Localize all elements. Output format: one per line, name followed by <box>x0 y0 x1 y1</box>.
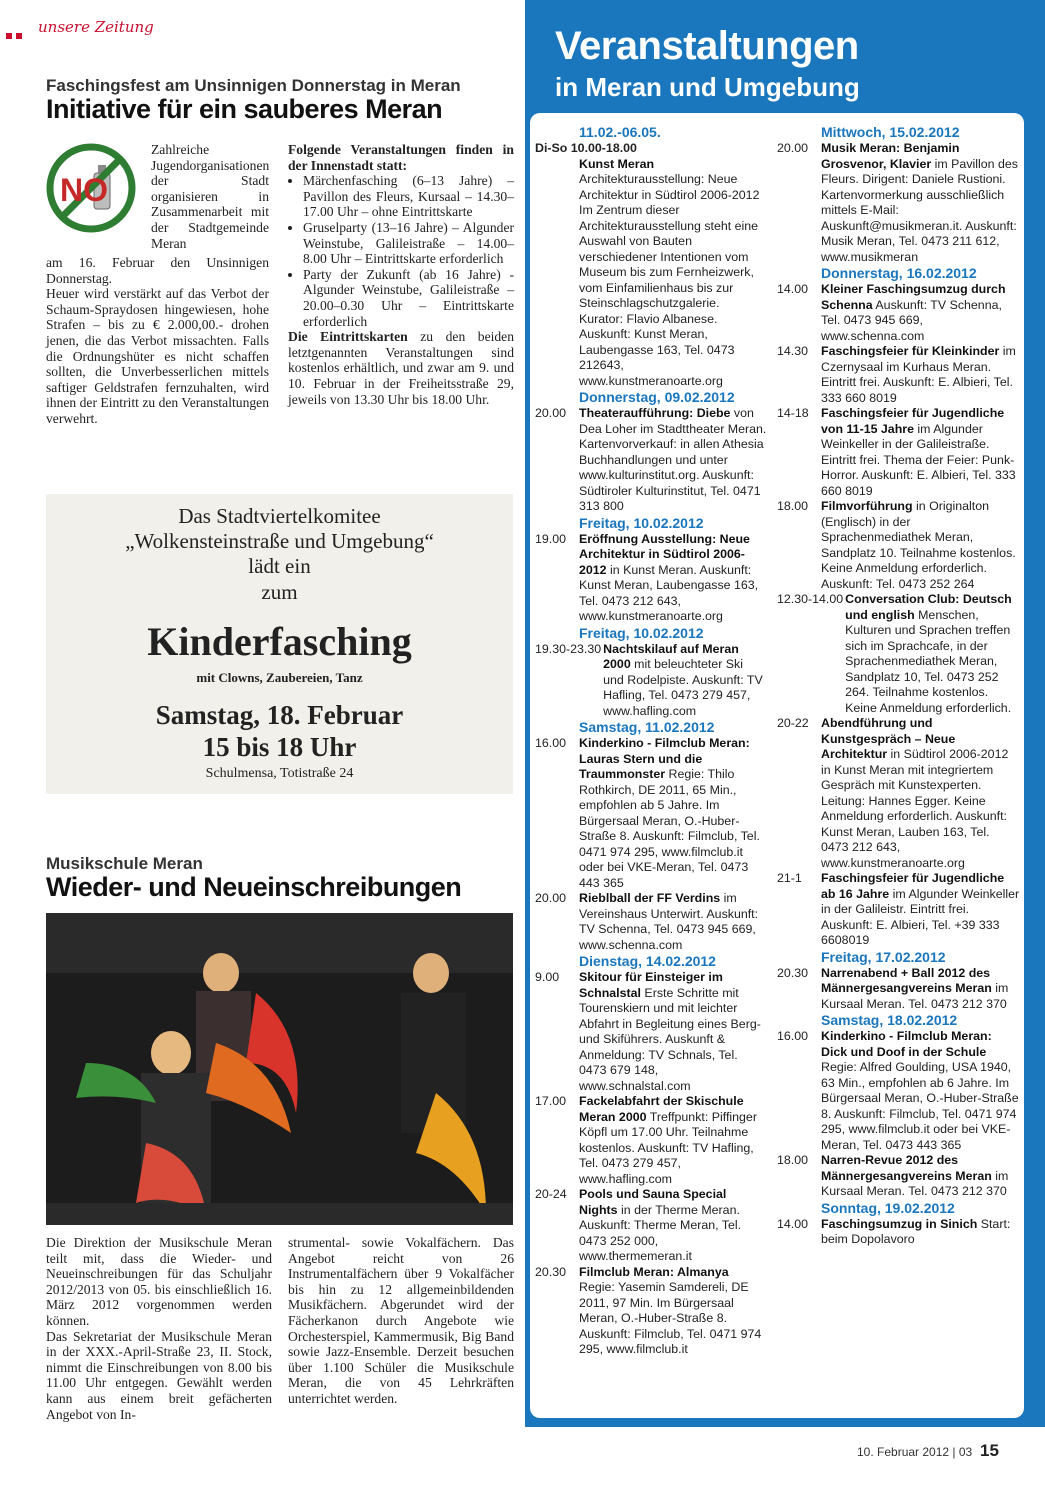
event-text: im Algunder Weinkeller in der Galileistraße. Eintritt frei. Thema der Feier: Punk-Horror. Auskunft: E. Albieri, Tel. 333 660 8019 <box>821 421 1016 498</box>
ad-time: 15 bis 18 Uhr <box>202 732 357 762</box>
event-time: 19.00 <box>535 531 567 546</box>
article1-kicker: Faschingsfest am Unsinnigen Donnerstag in Meran <box>46 76 461 95</box>
event-item <box>535 1187 767 1265</box>
event-title: Faschingsumzug in Sinich <box>821 1216 978 1231</box>
events-subtitle: in Meran und Umgebung <box>555 72 860 102</box>
event-description <box>579 157 767 390</box>
event-item <box>777 871 1020 949</box>
event-description <box>821 406 1020 499</box>
event-description <box>821 344 1020 406</box>
event-text: Menschen, Kulturen und Sprachen treffen sich im Sprachcafe, in der Sprachenmediathek Meran, Sandplatz 10, Tel. 0473 252 264. Teilnahme kostenlos. Keine Anmeldung erforderlich. <box>845 607 1012 715</box>
event-title: Faschingsfeier für Jugendliche ab 16 Jahre <box>821 871 1005 901</box>
event-text: Regie: Thilo Rothkirch, DE 2011, 65 Min., empfohlen ab 5 Jahre. Im Bürgersaal Meran, O.-Huber-Straße 8. Auskunft: Filmclub, Tel. 0471 974 295, www.filmclub.it oder bei VKE-Meran, Tel. 0473 443 365 <box>579 767 760 890</box>
event-description <box>821 499 1020 592</box>
event-time <box>535 157 579 390</box>
event-description <box>821 871 1020 949</box>
event-description <box>579 970 767 1094</box>
event-item <box>777 1153 1020 1200</box>
event-title: Filmvorführung <box>821 499 913 513</box>
event-title: Pools und Sauna Special Nights <box>579 1187 727 1217</box>
brand-logo: unsere Zeitung <box>38 18 154 36</box>
event-description <box>821 716 1020 871</box>
event-text: Regie: Yasemin Samdereli, DE 2011, 97 Min. Im Bürgersaal Meran, O.-Huber-Straße 8. Auskunft: Filmclub, Tel. 0471 974 295, www.filmclub.it <box>579 1280 762 1356</box>
event-text: im Vereinshaus Unterwirt. Auskunft: TV Schenna, Tel. 0473 945 669, www.schenna.com <box>579 891 759 952</box>
event-date-heading: Mittwoch, 15.02.2012 <box>821 124 960 140</box>
article2-col2: strumental- sowie Vokalfächern. Das Angebot reicht von 26 Instrumentalfächern über 9 Vokalfächer bis hin zu 12 allgemeinbildenden Musikfächern. Abgerundet wird der Fächerkanon durch Angebote wie Orchesterspiel, Kammermusik, Big Band sowie Jazz-Ensemble. Derzeit besuchen über 1.100 Schüler die Musikschule Meran, die von 45 Lehrkräften unterrichtet werden. <box>288 1235 514 1406</box>
event-date-heading: Freitag, 10.02.2012 <box>579 514 704 531</box>
events-left-column <box>535 124 767 1358</box>
event-item <box>777 282 1020 344</box>
article2-col1-para1: Die Direktion der Musikschule Meran teilt mit, dass die Wieder- und Neueinschreibungen für das Schuljahr 2012/2013 von 05. bis einschließlich 16. März 2012 vorgenommen werden können. <box>46 1235 272 1328</box>
ad-location: Schulmensa, Totistraße 24 <box>205 766 354 781</box>
event-title: Kleiner Faschingsumzug durch Schenna <box>821 282 1006 312</box>
event-description <box>821 966 1020 1013</box>
no-sign-text: NO <box>60 172 108 208</box>
event-date-heading: Samstag, 18.02.2012 <box>821 1012 958 1028</box>
event-text: Treffpunkt: Piffinger Köpfl um 17.00 Uhr. Teilnahme kostenlos. Auskunft: TV Hafling, Tel. 0473 279 457, www.hafling.com <box>579 1109 757 1186</box>
event-text: im Kursaal Meran. Tel. 0473 212 370 <box>821 1168 1009 1198</box>
event-time: 16.00 <box>777 1029 809 1043</box>
event-date-heading: Samstag, 11.02.2012 <box>579 719 715 735</box>
event-time: 21-1 <box>777 871 802 885</box>
event-time: 14.30 <box>777 344 809 358</box>
music-school-photo <box>46 913 513 1225</box>
event-title: Kunst Meran <box>579 156 655 171</box>
event-description <box>579 532 767 625</box>
article1-col1-lead: Zahlreiche Jugendorganisationen der Stadt organisieren in Zusammenarbeit mit der Stadtgemeinde Meran <box>151 142 270 251</box>
event-bullet-list <box>288 173 514 329</box>
event-title: Nachtskilauf auf Meran 2000 <box>603 641 739 671</box>
bullet-item: • Party der Zukunft (ab 16 Jahre) - Algunder Weinstube, Galileistraße – 20.00–0.30 Uhr – Eintrittskarte erforderlich <box>303 267 514 329</box>
event-time: 20.00 <box>535 406 567 420</box>
brand-marks <box>6 26 30 32</box>
event-title: Skitour für Einsteiger im Schnalstal <box>579 970 723 1000</box>
event-item <box>777 592 1020 716</box>
event-time: 18.00 <box>777 1153 809 1167</box>
event-item <box>535 642 767 720</box>
event-item <box>777 966 1020 1013</box>
event-time: 14.00 <box>777 1216 809 1231</box>
event-description <box>579 406 767 515</box>
bullet-item: • Gruselparty (13–16 Jahre) – Algunder Weinstube, Galileistraße – 14.00– 8.00 Uhr – Eintrittskarte erforderlich <box>303 220 514 267</box>
event-description <box>821 1217 1020 1248</box>
event-title: Eröffnung Ausstellung: Neue Architektur in Südtirol 2006-2012 <box>579 531 750 577</box>
event-description <box>579 1265 767 1358</box>
event-item <box>535 406 767 515</box>
event-text: in Südtirol 2006-2012 in Kunst Meran mit integriertem Gespräch mit Kunstexperten. Leitung: Hannes Egger. Keine Anmeldung erforderlich. Auskunft: Kunst Meran, Lauben 163, Tel. 0473 212 643, www.kunstmeranoarte.org <box>821 747 1009 870</box>
event-item <box>777 716 1020 871</box>
ad-title: Kinderfasching <box>147 619 412 664</box>
kinderfasching-ad <box>46 494 513 794</box>
article1-col1-rest: am 16. Februar den Unsinnigen Donnerstag. <box>46 255 269 286</box>
event-date-heading: Sonntag, 19.02.2012 <box>821 1199 955 1216</box>
event-item <box>777 406 1020 499</box>
ad-date: Samstag, 18. Februar <box>155 700 404 730</box>
event-description <box>637 141 767 157</box>
event-time: 19.30-23.30 <box>535 641 602 656</box>
event-time: 12.30-14.00 <box>777 592 844 606</box>
article1-col2-intro: Folgende Veranstaltungen finden in der Innenstadt statt: <box>288 142 514 173</box>
event-text: von Dea Loher im Stadttheater Meran. Kartenvorverkauf: in allen Athesia Buchhandlungen und unter www.kulturinstitut.org. Auskunft: Südtiroler Kulturinstitut, Tel. 0471 313 800 <box>579 406 767 513</box>
event-time: 20-24 <box>535 1187 567 1201</box>
event-text: Auskunft: TV Schenna, Tel. 0473 945 669, www.schenna.com <box>821 297 1002 343</box>
no-spray-sign-icon <box>46 143 136 233</box>
event-title: Fackelabfahrt der Skischule Meran 2000 <box>579 1094 744 1124</box>
event-text: im Kursaal Meran. Tel. 0473 212 370 <box>821 981 1009 1011</box>
event-item <box>535 157 767 390</box>
event-description <box>821 1153 1020 1200</box>
article1-col2-outro-bold: Die Eintrittskarten <box>288 329 408 345</box>
event-title: Faschingsfeier für Kleinkinder <box>821 344 1000 358</box>
event-text: in der Therme Meran. Auskunft: Therme Meran, Tel. 0473 252 000, www.thermemeran.it <box>579 1202 742 1263</box>
ad-line1: Das Stadtviertelkomitee <box>178 504 381 528</box>
event-item <box>535 532 767 625</box>
event-text: in Originalton (Englisch) in der Sprachenmediathek Meran, Sandplatz 10. Teilnahme kostenlos. Keine Anmeldung erforderlich. Auskunft: Tel. 0473 252 264 <box>821 499 1016 591</box>
event-title: Narren-Revue 2012 des Männergesangvereins Meran <box>821 1153 992 1183</box>
ad-line2: „Wolkensteinstraße und Umgebung“ <box>125 529 434 553</box>
event-date-heading: Donnerstag, 09.02.2012 <box>579 389 735 405</box>
event-title: Musik Meran: Benjamin Grosvenor, Klavier <box>821 141 960 171</box>
event-description <box>579 1094 767 1187</box>
event-description <box>579 1187 767 1265</box>
event-item <box>777 1217 1020 1248</box>
event-item <box>777 1029 1020 1153</box>
page-number: 15 <box>980 1441 999 1460</box>
event-item <box>777 141 1020 265</box>
ad-line3: lädt ein <box>248 554 311 578</box>
event-title: Filmclub Meran: Almanya <box>579 1264 729 1279</box>
event-title: Narrenabend + Ball 2012 des Männergesangvereins Meran <box>821 965 992 995</box>
event-time: Di-So 10.00-18.00 <box>535 141 637 155</box>
event-time: 20.30 <box>777 965 809 980</box>
event-text: Start: beim Dopolavoro <box>821 1216 1011 1246</box>
event-item <box>777 499 1020 592</box>
event-text: Regie: Alfred Goulding, USA 1940, 63 Min., empfohlen ab 6 Jahre. Im Bürgersaal Meran, O.-Huber-Straße 8. Auskunft: Filmclub, Tel. 0471 974 295, www.filmclub.it oder bei VKE-Meran, Tel. 0473 443 365 <box>821 1060 1019 1152</box>
ad-line4: zum <box>261 580 298 604</box>
event-text: im Czernysaal im Kurhaus Meran. Eintritt frei. Auskunft: E. Albieri, Tel. 333 660 8019 <box>821 344 1016 405</box>
event-title: Kinderkino - Filmclub Meran: Dick und Doof in der Schule <box>821 1029 992 1059</box>
event-description <box>845 592 1020 716</box>
event-item <box>535 736 767 891</box>
article1-headline: Initiative für ein sauberes Meran <box>46 94 443 124</box>
event-time: 20.30 <box>535 1264 567 1279</box>
event-item <box>535 141 767 157</box>
event-date-heading: Donnerstag, 16.02.2012 <box>821 265 977 281</box>
event-date-heading: Freitag, 17.02.2012 <box>821 948 946 965</box>
event-text: mit beleuchteter Ski und Rodelpiste. Auskunft: TV Hafling, Tel. 0473 279 457, www.hafling.com <box>603 657 763 718</box>
article1-col1-para2: Heuer wird verstärkt auf das Verbot der Schaum-Spraydosen hingewiesen, hohe Strafen – bis zu € 2.000,00.- drohen jenen, die das Verbot missachten. Falls die Ordnungshüter es nicht schaffen sollten, die Unverbesserlichen mittels saftiger Geldstrafen fernzuhalten, wird ihnen der Eintritt zu den Veranstaltungen verwehrt. <box>46 286 269 426</box>
event-date-heading: Freitag, 10.02.2012 <box>579 624 704 641</box>
event-date-heading: Dienstag, 14.02.2012 <box>579 953 716 969</box>
event-text: im Algunder Weinkeller in der Galileistr. Eintritt frei. Auskunft: E. Albieri, Tel. +39 333 6608019 <box>821 886 1020 947</box>
event-time: 18.00 <box>777 499 809 513</box>
article2-kicker: Musikschule Meran <box>46 854 203 873</box>
event-title: Theateraufführung: Diebe <box>579 406 731 420</box>
bullet-item: • Märchenfasching (6–13 Jahre) – Pavillon des Fleurs, Kursaal – 14.30–17.00 Uhr – ohne Eintrittskarte <box>303 173 514 220</box>
events-right-column <box>777 124 1020 1248</box>
article2-col1-para2: Das Sekretariat der Musikschule Meran in der XXX.-April-Straße 23, II. Stock, nimmt die Einschreibungen von 8.00 bis 11.00 Uhr entgegen. Gewählt werden kann aus einem breit gefächerten Angebot von In- <box>46 1328 272 1422</box>
event-title: Abendführung und Kunstgespräch – Neue Architektur <box>821 716 956 761</box>
event-title: Rieblball der FF Verdins <box>579 891 721 905</box>
event-time: 20.00 <box>535 891 567 905</box>
event-time: 14.00 <box>777 282 809 296</box>
event-time: 9.00 <box>535 970 560 984</box>
event-item <box>535 970 767 1094</box>
event-time: 20-22 <box>777 716 809 730</box>
event-time: 20.00 <box>777 141 809 155</box>
event-item <box>535 1265 767 1358</box>
event-title: Kinderkino - Filmclub Meran: Lauras Stern und die Traummonster <box>579 736 750 781</box>
footer-issue: 10. Februar 2012 | 03 <box>857 1445 973 1459</box>
event-description <box>603 642 767 720</box>
event-time: 16.00 <box>535 736 567 750</box>
article1-col2-outro: zu den beiden letztgenannten Veranstaltungen sind kostenlos erhältlich, und zwar am 9. und 10. Februar in der Freiheitsstraße 29, jeweils von 13.30 Uhr bis 18.00 Uhr. <box>288 329 515 407</box>
event-description <box>821 141 1020 265</box>
event-time: 14-18 <box>777 406 809 420</box>
event-description <box>821 282 1020 344</box>
article2-headline: Wieder- und Neueinschreibungen <box>46 872 462 902</box>
ad-subtitle: mit Clowns, Zaubereien, Tanz <box>196 670 363 685</box>
event-date-heading: 11.02.-06.05. <box>579 124 661 140</box>
event-item <box>535 891 767 953</box>
event-description <box>821 1029 1020 1153</box>
event-description <box>579 891 767 953</box>
event-time: 17.00 <box>535 1094 567 1108</box>
event-item <box>535 1094 767 1187</box>
article1-col1-body <box>46 255 269 427</box>
event-text: in Kunst Meran. Auskunft: Kunst Meran, Laubengasse 163, Tel. 0473 212 643, www.kunstmeranoarte.org <box>579 562 759 623</box>
article2-col1 <box>46 1235 272 1422</box>
event-item <box>777 344 1020 406</box>
event-title: Faschingsfeier für Jugendliche von 11-15 Jahre <box>821 406 1005 436</box>
article1-col2 <box>288 142 514 407</box>
event-text: im Pavillon des Fleurs. Dirigent: Daniele Rustioni. Kartenvormerkung ausschließlich mittels E-Mail: Auskunft@musikmeran.it. Auskunft: Musik Meran, Tel. 0473 211 612, www.musikmeran <box>821 156 1018 264</box>
event-title: Conversation Club: Deutsch und english <box>845 592 1012 622</box>
events-title: Veranstaltungen <box>555 24 859 68</box>
event-text: Erste Schritte mit Tourenskiern und mit leichter Abfahrt in Begleitung eines Berg- und Skiführers. Auskunft & Anmeldung: TV Schnals, Tel. 0473 679 148, www.schnalstal.com <box>579 985 761 1093</box>
event-text: Architekturausstellung: Neue Architektur in Südtirol 2006-2012 Im Zentrum dieser Architekturausstellung steht eine Auswahl von Bauten verschiedener Intentionen vom Museum bis zum Fernheizwerk, vom Einfamilienhaus bis zur Steinschlagschutzgalerie. Kurator: Flavio Albanese. Auskunft: Kunst Meran, Laubengasse 163, Tel. 0473 212643, www.kunstmeranoarte.org <box>579 172 760 388</box>
event-description <box>579 736 767 891</box>
